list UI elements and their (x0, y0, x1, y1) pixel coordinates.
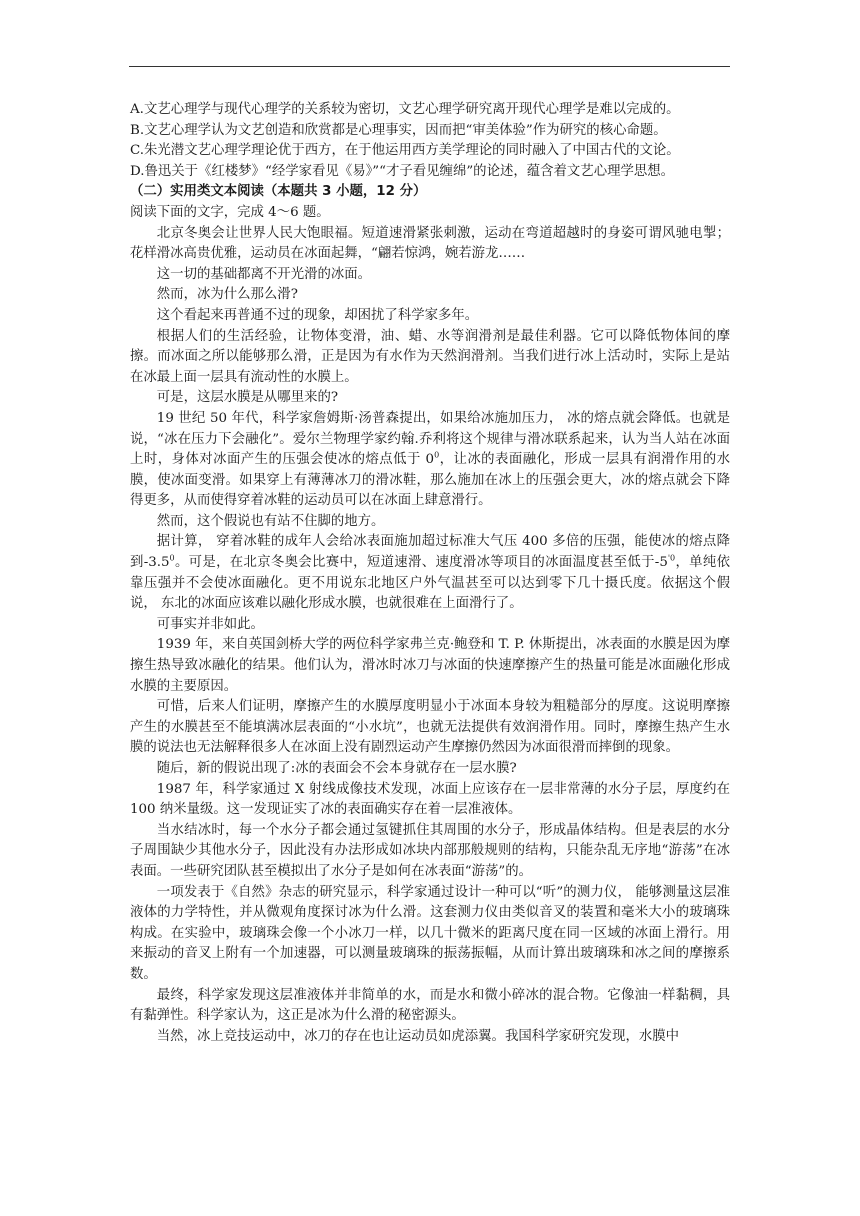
paragraph-text: ，让冰的表面融化，形成一层具有润滑作用的水膜，使冰面变滑。如果穿上有薄薄冰刀的滑冰鞋，那么施加在冰上的压强会更大，冰的熔点就会下降得更多，从而使得穿着冰鞋的运动员可以在冰面上肆意滑行。 (130, 452, 731, 509)
option-label: A. (130, 102, 144, 117)
paragraph: 北京冬奥会让世界人民大饱眼福。短道速滑紧张刺激，运动在弯道超越时的身姿可谓风驰电掣；花样滑冰高贵优雅，运动员在冰面起舞，“翩若惊鸿，婉若游龙…… (130, 225, 730, 262)
superscript: 0 (169, 553, 175, 563)
option-text: 文艺心理学与现代心理学的关系较为密切，文艺心理学研究离开现代心理学是难以完成的。 (143, 102, 680, 117)
paragraph-text: ，单纯依靠压强并不会使冰面融化。更不用说东北地区户外气温甚至可以达到零下几十摄氏度。依据这个假说， 东北的冰面应该难以融化形成水膜，也就很难在上面滑行了。 (130, 555, 730, 612)
answer-options (130, 100, 730, 182)
paragraph-text: 。可是，在北京冬奥会比赛中，短道速滑、速度滑冰等项目的冰面温度甚至低于-5 (174, 555, 668, 571)
paragraph-text: 19 世纪 50 年代，科学家詹姆斯·汤普森提出，如果给冰施加压力， 冰的熔点就会降低。也就是说，“冰在压力下会融化”。爱尔兰物理学家约翰.乔利将这个规律与滑冰联系起来，认为当人站在冰面上时，身体对冰面产生的压强会使冰的熔点低于 0 (130, 410, 730, 468)
header-rule (129, 66, 730, 67)
paragraph: 最终，科学家发现这层准液体并非简单的水，而是水和微小碎冰的混合物。它像油一样黏稠，具有黏弹性。科学家认为，这正是冰为什么滑的秘密源头。 (130, 987, 730, 1024)
paragraph: 这个看起来再普通不过的现象，却困扰了科学家多年。 (156, 307, 479, 323)
paragraph: 然而，冰为什么那么滑? (156, 287, 298, 303)
paragraph: 一项发表于《自然》杂志的研究显示，科学家通过设计一种可以“听”的测力仪， 能够测量这层准液体的力学特性，并从微观角度探讨冰为什么滑。这套测力仪由类似音叉的装置和毫米大小的玻璃珠构成。在实验中，玻璃珠会像一个小冰刀一样，以几十微米的距离尺度在同一区域的冰面上滑行。用来振动的音叉上附有一个加速器，可以测量玻璃珠的振荡振幅，从而计算出玻璃珠和冰之间的摩擦系数。 (130, 884, 730, 982)
paragraph: 1987 年，科学家通过 X 射线成像技术发现，冰面上应该存在一层非常薄的水分子层，厚度约在 100 纳米量级。这一发现证实了冰的表面确实存在着一层准液体。 (130, 781, 730, 818)
option-label: B. (130, 122, 145, 138)
paragraph-text: 据计算， 穿着冰鞋的成年人会给冰表面施加超过标准大气压 400 多倍的压强，能使冰的熔点降到-3.5 (130, 534, 730, 571)
option-label: C. (130, 143, 145, 159)
paragraph: 可惜，后来人们证明，摩擦产生的水膜厚度明显小于冰面本身较为粗糙部分的厚度。这说明摩擦产生的水膜甚至不能填满冰层表面的“小水坑”，也就无法提供有效润滑作用。同时，摩擦生热产生水膜的说法也无法解释很多人在冰面上没有剧烈运动产生摩擦仍然因为冰面很滑而摔倒的现象。 (130, 699, 730, 756)
section-heading: （二）实用类文本阅读（本题共 3 小题，12 分） (130, 184, 427, 200)
option-b (130, 121, 710, 142)
paragraph: 随后，新的假说出现了:冰的表面会不会本身就存在一层水膜? (156, 761, 517, 776)
paragraph: 根据人们的生活经验，让物体变滑，油、蜡、水等润滑剂是最佳利器。它可以降低物体间的摩擦。而冰面之所以能够那么滑，正是因为有水作为天然润滑剂。当我们进行冰上活动时，实际上是站在冰最上面一层具有流动性的水膜上。 (130, 328, 730, 385)
paragraph: 这一切的基础都离不开光滑的冰面。 (156, 266, 372, 282)
paragraph: 1939 年，来自英国剑桥大学的两位科学家弗兰克·鲍登和 T. P. 休斯提出，冰表面的水膜是因为摩擦生热导致冰融化的结果。他们认为，滑冰时冰刀与冰面的快速摩擦产生的热量可能是冰面融化形成水膜的主要原因。 (130, 637, 730, 694)
paragraph: 可事实并非如此。 (156, 616, 264, 632)
option-text: 朱光潜文艺心理学理论优于西方，在于他运用西方美学理论的同时融入了中国古代的文论。 (144, 143, 680, 159)
option-text: 文艺心理学认为文艺创造和欣赏都是心理事实，因而把“审美体验”作为研究的核心命题。 (144, 122, 667, 138)
reading-passage (130, 224, 730, 1048)
paragraph (130, 532, 730, 614)
section-instruction: 阅读下面的文字，完成 4～6 题。 (130, 204, 330, 220)
paragraph: 当然，冰上竞技运动中，冰刀的存在也让运动员如虎添翼。我国科学家研究发现，水膜中 (156, 1028, 680, 1044)
superscript: 0 (434, 450, 440, 460)
option-label: D. (130, 163, 145, 179)
superscript: '0 (667, 553, 676, 563)
paragraph: 可是，这层水膜是从哪里来的? (156, 390, 339, 406)
option-d (130, 162, 710, 183)
option-text: 鲁迅关于《红楼梦》“经学家看见《易》”“才子看见缠绵”的论述，蕴含着文艺心理学思想。 (144, 163, 675, 179)
option-c (130, 141, 710, 162)
paragraph (130, 409, 730, 512)
paragraph: 然而，这个假说也有站不住脚的地方。 (156, 513, 385, 529)
option-a (130, 100, 710, 121)
paragraph: 当水结冰时，每一个水分子都会通过氢键抓住其周围的水分子，形成晶体结构。但是表层的水分子周围缺少其他水分子，因此没有办法形成如冰块内部那般规则的结构，只能杂乱无序地“游荡”在冰表面。一些研究团队甚至模拟出了水分子是如何在冰表面“游荡”的。 (130, 822, 730, 879)
document-body (130, 100, 730, 1047)
